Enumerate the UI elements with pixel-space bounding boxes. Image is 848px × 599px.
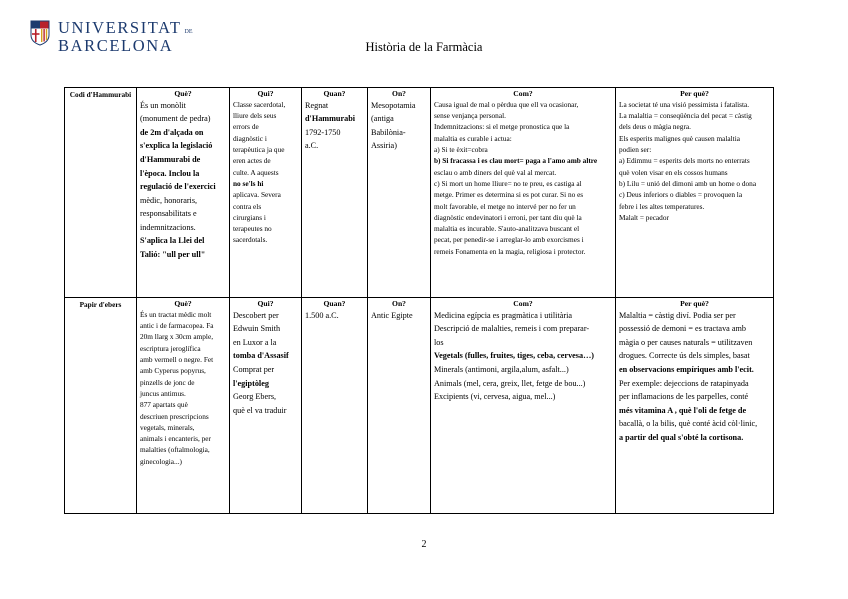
cell-text [434, 309, 612, 404]
text-line: antic i de farmacopea. Fa [140, 321, 214, 331]
text-line: b) Si fracassa i es clau mort= paga a l'amo amb altre [434, 156, 598, 166]
text-line: remeis Fonamenta en la magia, religiosa i protector. [434, 246, 586, 256]
text-line: animals i encanteris, per [140, 434, 211, 444]
text-line: errors de [233, 122, 259, 132]
text-line: d'Hammurabi de [140, 154, 201, 164]
cell-text [305, 309, 364, 323]
text-line: Per exemple: dejeccions de ratapinyada [619, 378, 749, 388]
cell-text [371, 309, 427, 323]
text-line: 877 apartats què [140, 400, 188, 410]
text-line: Georg Ebers, [233, 392, 277, 402]
table-row [65, 88, 774, 298]
text-line: vegetals, minerals, [140, 422, 195, 432]
text-line: diagnòstic endevinatori i erroni, per tant diu què la [434, 212, 582, 222]
cell-text [233, 99, 298, 246]
page-number: 2 [421, 539, 427, 550]
text-line: Antic Egipte [371, 310, 413, 320]
text-line: 20m llarg x 30cm ample, [140, 332, 214, 342]
text-line: terapèutica ja que [233, 145, 285, 155]
cell-text [233, 309, 298, 417]
text-line: (antiga [371, 114, 394, 124]
text-line: És un tractat mèdic molt [140, 309, 212, 319]
text-line: febre i les altes temperatures. [619, 201, 705, 211]
text-line: tomba d'Assasif [233, 351, 289, 361]
column-header: Què? [174, 89, 192, 98]
text-line: l'egiptòleg [233, 378, 269, 388]
text-line: escriptura jeroglífica [140, 343, 201, 353]
text-line: molt favorable, el metge no intervé per no fer un [434, 201, 576, 211]
column-header: Per què? [680, 299, 709, 308]
text-line: sacerdotals. [233, 235, 268, 245]
text-line: màgia o per causes naturals = utilitzaven [619, 337, 753, 347]
text-line: pinzells de jonc de [140, 377, 195, 387]
text-line: no se'ls hi [233, 178, 264, 188]
text-line: de 2m d'alçada on [140, 127, 204, 137]
text-line: Causa igual de mal o pèrdua que ell va ocasionar, [434, 99, 579, 109]
text-line: mèdic, honoraris, [140, 195, 198, 205]
text-line: terapeutes no [233, 224, 272, 234]
text-line: més vitamina A , què l'oli de fetge de [619, 405, 747, 415]
text-line: ginecologia...) [140, 456, 182, 466]
row-label: Papir d'ebers [65, 298, 137, 514]
text-line: 1.500 a.C. [305, 310, 339, 320]
text-line: responsabilitats e [140, 209, 197, 219]
text-line: possessió de demoni = es tractava amb [619, 324, 746, 334]
cell-que [137, 88, 230, 298]
text-line: d'Hammurabi [305, 114, 356, 124]
text-line: Indemnitzacions: si el metge pronostica que la [434, 122, 570, 132]
column-header: Qui? [257, 89, 274, 98]
text-line: La malaltia = conseqüència del pecat = càstig [619, 111, 752, 121]
logo-de: DE [184, 28, 193, 35]
text-line: amb vermell o negre. Fet [140, 355, 214, 365]
text-line: culte. A aquests [233, 167, 279, 177]
text-line: què el va traduir [233, 405, 287, 415]
text-line: Malalt = pecador [619, 212, 669, 222]
text-line: Descobert per [233, 310, 279, 320]
page-title: Història de la Farmàcia [365, 40, 483, 54]
cell-quan [302, 298, 368, 514]
text-line: indemnitzacions. [140, 222, 196, 232]
text-line: metge. Primer es determina si es pot curar. Si no es [434, 190, 584, 200]
cell-on [368, 298, 431, 514]
text-line: Classe sacerdotal, [233, 99, 286, 109]
text-line: Minerals (antimoni, argila,alum, asfalt...) [434, 364, 569, 374]
text-line: c) Deus inferiors o diables = provoquen la [619, 190, 743, 200]
text-line: a.C. [305, 141, 319, 151]
column-header: On? [392, 299, 406, 308]
cell-que [137, 298, 230, 514]
cell-on [368, 88, 431, 298]
text-line: pecat, per penedir-se i arreglar-lo amb exorcismes i [434, 235, 584, 245]
text-line: lliure dels seus [233, 111, 277, 121]
text-line: l'època. Inclou la [140, 168, 200, 178]
column-header: Qui? [257, 299, 274, 308]
text-line: s'explica la legislació [140, 141, 213, 151]
row-label: Codi d'Hammurabi [65, 88, 137, 298]
text-line: malaltia es incurable. S'auto-analitzava buscant el [434, 224, 580, 234]
text-line: Mesopotamia [371, 100, 416, 110]
text-line: a partir del qual s'obté la cortisona. [619, 432, 744, 442]
text-line: en observacions empíriques amb l'ecit. [619, 364, 754, 374]
text-line: diagnòstic i [233, 133, 267, 143]
cell-text [619, 99, 770, 223]
cell-text [371, 99, 427, 153]
text-line: Malaltia = càstig diví. Podia ser per [619, 310, 736, 320]
cell-text [305, 99, 364, 153]
text-line: drogues. Correcte ús dels simples, basat [619, 351, 750, 361]
text-line: La societat té una visió pessimista i fatalista. [619, 99, 750, 109]
text-line: dels deus o màgia negra. [619, 122, 691, 132]
text-line: Els esperits malignes què causen malaltia [619, 133, 740, 143]
text-line: Talió: "ull per ull" [140, 249, 206, 259]
cell-text [140, 99, 226, 261]
column-header: Quan? [323, 89, 346, 98]
text-line: b) Lilu = unió del dimoni amb un home o dona [619, 178, 757, 188]
text-line: podien ser: [619, 145, 652, 155]
text-line: a) Edimmu = esperits dels morts no enterrats [619, 156, 750, 166]
cell-perque [616, 88, 774, 298]
cell-text [434, 99, 612, 257]
text-line: en Luxor a la [233, 337, 277, 347]
history-table [64, 87, 774, 514]
text-line: a) Si te èxit=cobra [434, 145, 488, 155]
text-line: bacallà, o la bilis, què conté àcid còl·linic, [619, 419, 758, 429]
cell-com [431, 88, 616, 298]
cell-text [619, 309, 770, 444]
cell-qui [230, 88, 302, 298]
column-header: Com? [513, 89, 533, 98]
text-line: Edwuin Smith [233, 324, 281, 334]
logo-line1: UNIVERSITAT [58, 18, 182, 37]
column-header: Què? [174, 299, 192, 308]
text-line: malaltia es curable i actua: [434, 133, 512, 143]
text-line: regulació de l'exercici [140, 182, 216, 192]
cell-quan [302, 88, 368, 298]
text-line: S'aplica la Llei del [140, 236, 205, 246]
text-line: malalties (oftalmologia, [140, 445, 210, 455]
text-line: eren actes de [233, 156, 271, 166]
text-line: cirurgians i [233, 212, 266, 222]
text-line: juncus antimus. [140, 388, 186, 398]
text-line: Medicina egípcia es pragmàtica i utilitària [434, 310, 572, 320]
text-line: sense venjança personal. [434, 111, 506, 121]
column-header: Per què? [680, 89, 709, 98]
text-line: 1792-1750 [305, 127, 341, 137]
text-line: aplicava. Severa [233, 190, 281, 200]
text-line: descriuen prescripcions [140, 411, 209, 421]
cell-qui [230, 298, 302, 514]
column-header: Com? [513, 299, 533, 308]
text-line: Regnat [305, 100, 329, 110]
text-line: esclau o amb diners del què val al mercat. [434, 167, 557, 177]
column-header: On? [392, 89, 406, 98]
text-line: Excipients (vi, cervesa, aigua, mel...) [434, 392, 556, 402]
text-line: Descripció de malalties, remeis i com preparar- [434, 324, 590, 334]
text-line: Babilònia- [371, 127, 406, 137]
text-line: (monument de pedra) [140, 114, 211, 124]
cell-perque [616, 298, 774, 514]
text-line: per inflamacions de les parpelles, conté [619, 392, 749, 402]
text-line: Vegetals (fulles, fruites, tiges, ceba, cervesa…) [434, 351, 594, 361]
text-line: Animals (mel, cera, greix, llet, fetge de bou...) [434, 378, 586, 388]
logo-line2: BARCELONA [58, 35, 174, 55]
cell-text [140, 309, 226, 467]
table-row [65, 298, 774, 514]
text-line: És un monòlit [140, 100, 186, 110]
cell-com [431, 298, 616, 514]
text-line: què volen visar en els cossos humans [619, 167, 728, 177]
text-line: los [434, 337, 444, 347]
text-line: Assiria) [371, 141, 397, 151]
text-line: c) Si mort un home lliure= no te preu, es castiga al [434, 178, 582, 188]
text-line: contra els [233, 201, 262, 211]
column-header: Quan? [323, 299, 346, 308]
text-line: amb Cyperus popyrus, [140, 366, 206, 376]
text-line: Comprat per [233, 364, 275, 374]
